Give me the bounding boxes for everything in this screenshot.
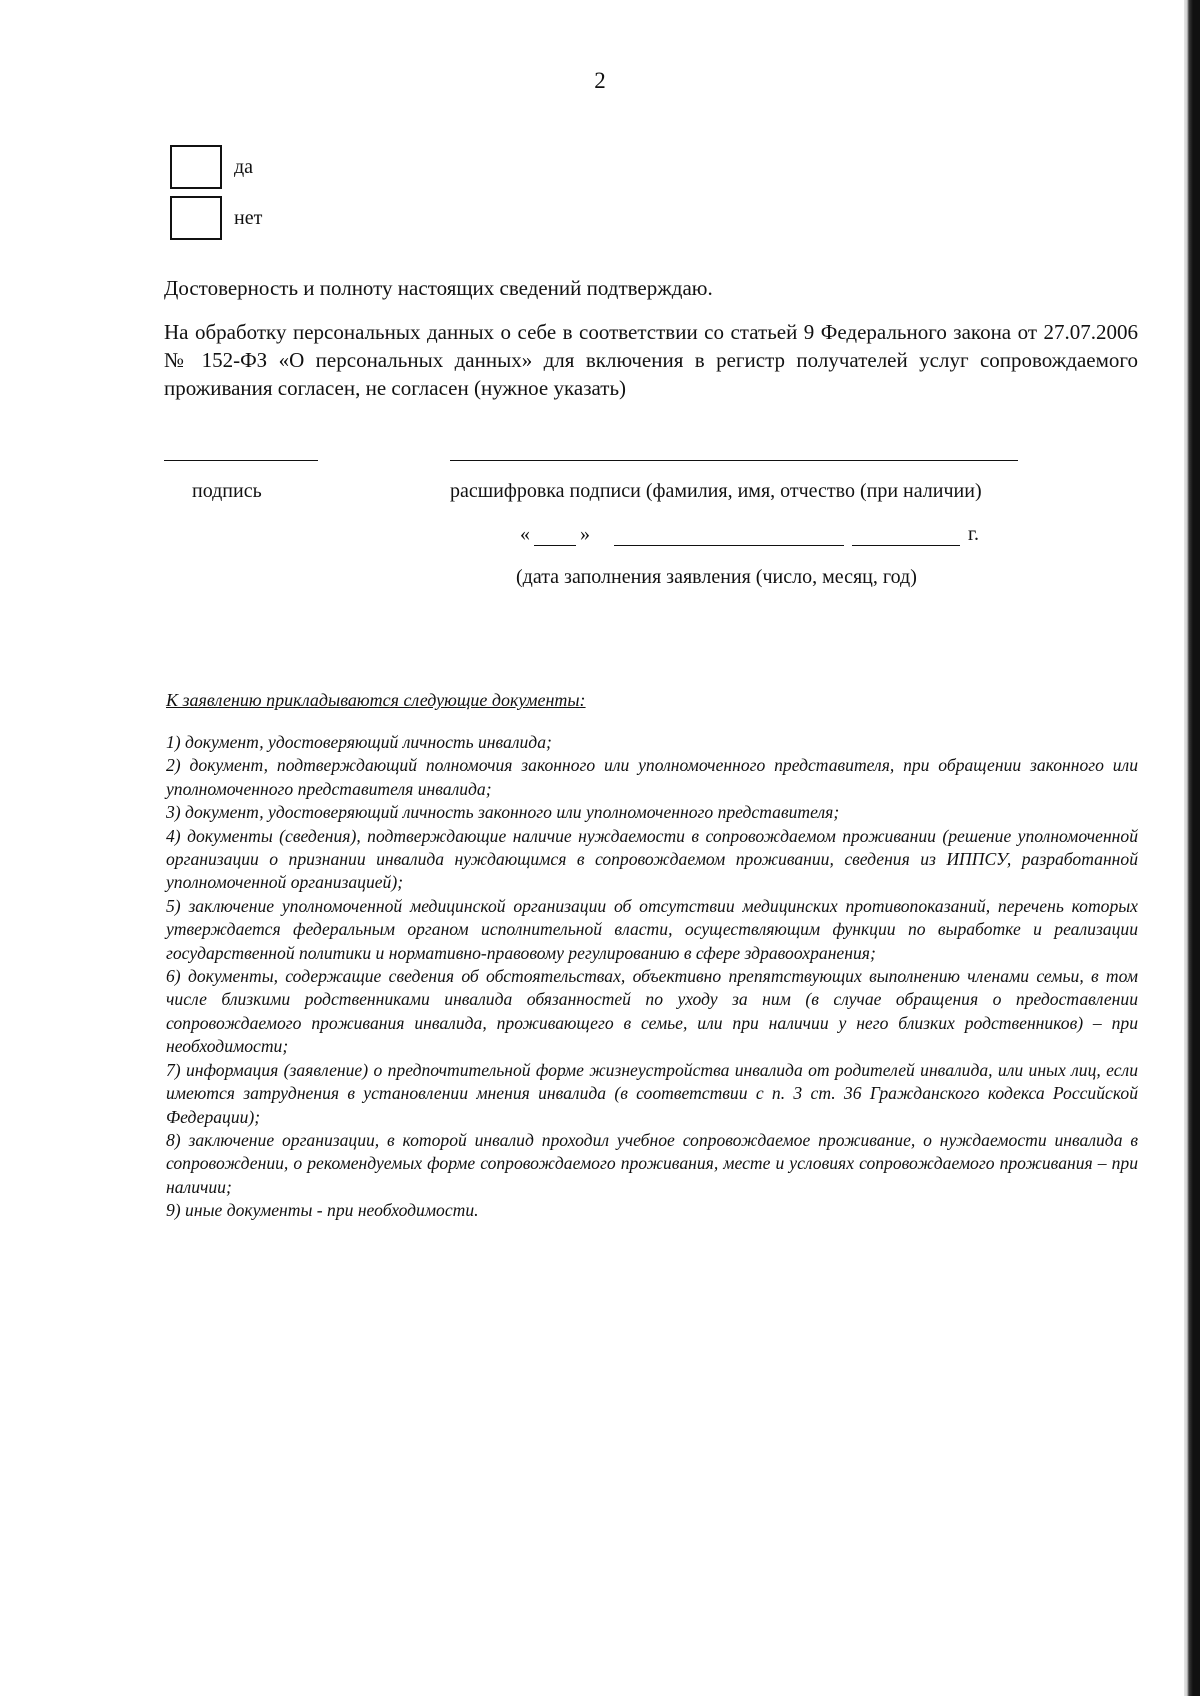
scan-edge: [1184, 0, 1200, 1696]
document-item: 3) документ, удостоверяющий личность законного или уполномоченного представителя;: [166, 802, 840, 823]
date-year-suffix: г.: [968, 523, 979, 545]
date-year-blank[interactable]: [852, 527, 960, 546]
option-no: [170, 196, 262, 240]
date-month-blank[interactable]: [614, 527, 844, 546]
documents-heading: К заявлению прикладываются следующие документы:: [166, 690, 586, 710]
option-yes: [170, 145, 253, 189]
document-item: 1) документ, удостоверяющий личность инвалида;: [166, 732, 552, 752]
yes-label: да: [234, 155, 254, 178]
date-fill-row: [520, 523, 979, 546]
no-label: нет: [234, 206, 263, 229]
confirmation-statement: Достоверность и полноту настоящих сведений подтверждаю.: [164, 276, 713, 300]
document-item: 7) информация (заявление) о предпочтительной форме жизнеустройства инвалида от родителей инвалида, или иных лиц, если имеются затруднения в установлении мнения инвалида (в соответствии с п. 3 ст. 36 Гражданского кодекса Российской Федерации);: [166, 1059, 1138, 1127]
signature-label: подпись: [192, 480, 262, 502]
consent-statement: На обработку персональных данных о себе в соответствии со статьей 9 Федерального закона от 27.07.2006 № 152-ФЗ «О персональных данных» для включения в регистр получателей услуг сопровождаемого проживания согласен, не согласен (нужное указать): [164, 320, 1138, 400]
date-day-blank[interactable]: [534, 527, 576, 546]
document-item: 4) документы (сведения), подтверждающие наличие нуждаемости в сопровождаемом проживании (решение уполномоченной организации о признании инвалида нуждающимся в сопровождаемом проживании, сведения из ИППСУ, разработанной уполномоченной организацией);: [166, 825, 1138, 893]
yes-checkbox[interactable]: [170, 145, 222, 189]
date-open-quote: «: [520, 523, 530, 545]
document-item: 6) документы, содержащие сведения об обстоятельствах, объективно препятствующих выполнению членами семьи, в том числе близкими родственниками инвалида обязанностей по уходу за ним (в случае обращения о предоставлении сопровождаемого проживания инвалида, проживающего в семье, или при наличии у него близких родственников) – при необходимости;: [166, 966, 1138, 1057]
signature-line[interactable]: [164, 460, 318, 461]
document-item: 9) иные документы - при необходимости.: [166, 1200, 479, 1221]
document-item: 2) документ, подтверждающий полномочия законного или уполномоченного представителя, при обращении законного или уполномоченного представителя инвалида;: [166, 755, 1138, 799]
no-checkbox[interactable]: [170, 196, 222, 240]
date-close-quote: »: [580, 523, 590, 545]
document-item: 5) заключение уполномоченной медицинской организации об отсутствии медицинских противопоказаний, перечень которых утверждается федеральным органом исполнительной власти, осуществляющим функции по выработке и реализации государственной политики и нормативно-правовому регулированию в сфере здравоохранения;: [166, 895, 1138, 963]
signature-decode-label: расшифровка подписи (фамилия, имя, отчество (при наличии): [450, 480, 982, 502]
page-number: 2: [594, 68, 606, 93]
document-item: 8) заключение организации, в которой инвалид проходил учебное сопровождаемое проживание, о нуждаемости инвалида в сопровождении, о рекомендуемых форме сопровождаемого проживания, месте и условиях сопровождаемого проживания – при наличии;: [166, 1129, 1138, 1197]
documents-list: [166, 731, 1138, 1223]
signature-decode-line[interactable]: [450, 460, 1018, 461]
date-caption: (дата заполнения заявления (число, месяц, год): [516, 566, 917, 588]
